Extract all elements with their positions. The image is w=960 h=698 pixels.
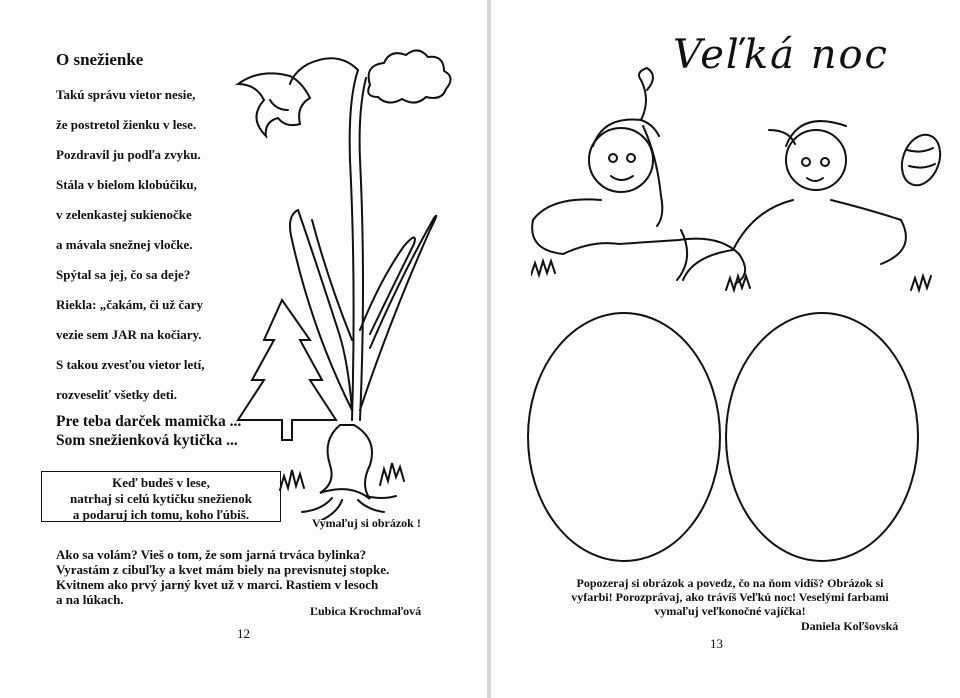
- riddle-line: Ako sa volám? Vieš o tom, že som jarná trváca bylinka?: [56, 547, 367, 562]
- poem-line: a mávala snežnej vločke.: [56, 237, 193, 252]
- children-illustration: [531, 50, 951, 310]
- tip-line: Keď budeš v lese,: [112, 475, 210, 490]
- coloring-caption: Vymaľuj si obrázok !: [312, 516, 421, 530]
- poem-line: Stála v bielom klobúčiku,: [56, 177, 197, 192]
- right-author: Daniela Koľšovská: [801, 619, 899, 633]
- poem-line: Riekla: „čakám, či už čary: [56, 297, 203, 312]
- riddle-line: a na lúkach.: [56, 592, 124, 607]
- riddle-line: Kvitnem ako prvý jarný kvet už v marci. Rastiem v lesoch: [56, 577, 379, 592]
- riddle-line: Vyrastám z cibuľky a kvet mám biely na previsnutej stopke.: [56, 562, 390, 577]
- egg-outline-left: [528, 313, 720, 561]
- poem-line: vezie sem JAR na kočiary.: [56, 327, 202, 342]
- poem-title: O snežienke: [56, 50, 144, 69]
- poem-line: rozveseliť všetky deti.: [56, 387, 177, 402]
- highlight-text: [56, 412, 241, 450]
- poem-line: Pozdravil ju podľa zvyku.: [56, 147, 201, 162]
- poem-line: S takou zvesťou vietor letí,: [56, 357, 205, 372]
- egg-outline-right: [726, 313, 918, 561]
- poem-line: Takú správu vietor nesie,: [56, 87, 196, 102]
- instruction-text: [530, 576, 930, 618]
- tip-line: a podaruj ich tomu, koho ľúbiš.: [72, 507, 250, 522]
- right-page-number: 13: [710, 636, 723, 651]
- left-author: Ľubica Krochmaľová: [310, 604, 422, 618]
- instruction-line: vymaľuj veľkonočné vajíčka!: [654, 604, 806, 618]
- left-page-number: 12: [237, 626, 250, 641]
- instruction-line: vyfarbi! Porozprávaj, ako trávíš Veľkú noc! Veselými farbami: [571, 590, 889, 604]
- highlight-line: Pre teba darček mamička ...: [56, 413, 242, 430]
- poem: [56, 80, 204, 410]
- snowdrop-illustration: [220, 30, 470, 520]
- tip-line: natrhaj si celú kytičku snežienok: [69, 491, 252, 506]
- right-page: [491, 0, 960, 698]
- highlight-line: Som snežienková kytička ...: [56, 432, 238, 449]
- easter-title: Veľká noc: [673, 32, 889, 78]
- poem-line: Spýtal sa jej, čo sa deje?: [56, 267, 191, 282]
- poem-line: v zelenkastej sukienočke: [56, 207, 192, 222]
- egg-outlines: [521, 310, 941, 580]
- poem-line: že postretol žienku v lese.: [56, 117, 197, 132]
- riddle-paragraph: [56, 547, 456, 607]
- instruction-line: Popozeraj si obrázok a povedz, čo na ňom vidíš? Obrázok si: [576, 576, 884, 590]
